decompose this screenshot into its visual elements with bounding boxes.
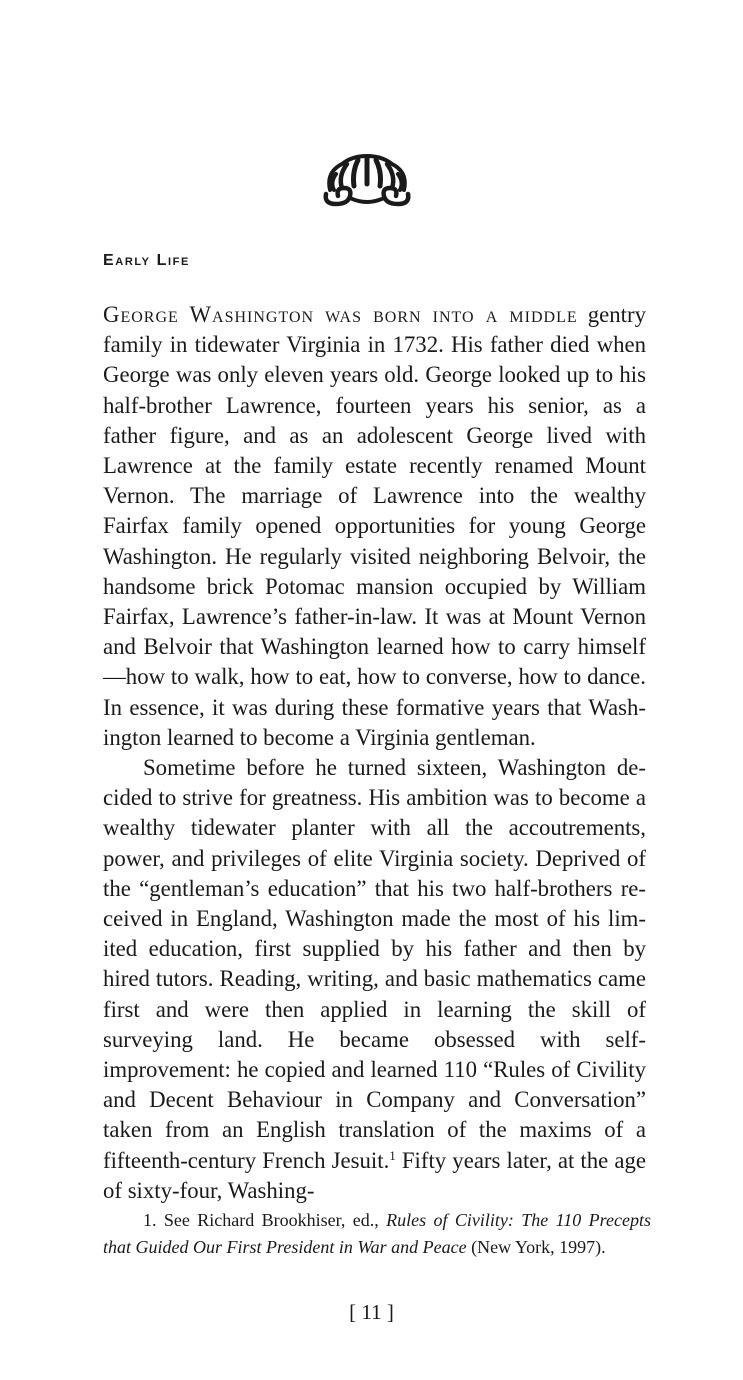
shell-fleuron-icon <box>322 150 412 208</box>
footnote-title: Rules of Civility: The 110 Precepts that Guided Our First President in War and Peace <box>103 1210 651 1257</box>
paragraph-1-text: gentry family in tidewater Virginia in 1732. His father died when George was only eleven years old. George looked up to his half-brother Lawrence, fourteen years his senior, as a father figure, and as an adolescent George lived with Lawrence at the family estate recently renamed Mount Vernon. The marriage of Lawrence into the wealthy Fairfax family opened opportunities for young George Washington. He regularly visited neighboring Belvoir, the handsome brick Potomac mansion occupied by William Fairfax, Lawrence’s father-in-law. It was at Mount Vernon and Belvoir that Washington learned how to carry himself—how to walk, how to eat, how to converse, how to dance. In essence, it was during these formative years that Washington learned to become a Virginia gentleman. <box>103 302 646 750</box>
paragraph-1-lead: George Washington was born into a middle <box>103 302 578 327</box>
body-text <box>103 300 646 1206</box>
footnote-post: (New York, 1997). <box>466 1237 606 1257</box>
footnote-number: 1. <box>143 1210 157 1230</box>
paragraph-1 <box>103 300 646 753</box>
paragraph-2-text: Sometime before he turned sixteen, Washington decided to strive for greatness. His ambition was to become a wealthy tidewater planter with all the accoutrements, power, and privileges of elite Virginia society. Deprived of the “gentleman’s education” that his two half-brothers received in England, Washington made the most of his limited education, first supplied by his father and then by hired tutors. Reading, writing, and basic mathematics came first and were then applied in learning the skill of surveying land. He became obsessed with self-improvement: he copied and learned 110 “Rules of Civility and Decent Behaviour in Company and Conversation” taken from an English translation of the maxims of a fifteenth-century French Jesuit. <box>103 755 646 1173</box>
section-heading: Early Life <box>103 252 190 269</box>
footnote-reference: 1 <box>389 1147 396 1163</box>
footnote-pre: See Richard Brookhiser, ed., <box>156 1210 387 1230</box>
paragraph-2 <box>103 753 646 1206</box>
page-number: [ 11 ] <box>349 1300 394 1324</box>
paragraph-2-tail: Fifty years later, at the age of sixty-four, Washing- <box>103 1147 646 1203</box>
footnote <box>103 1207 651 1261</box>
